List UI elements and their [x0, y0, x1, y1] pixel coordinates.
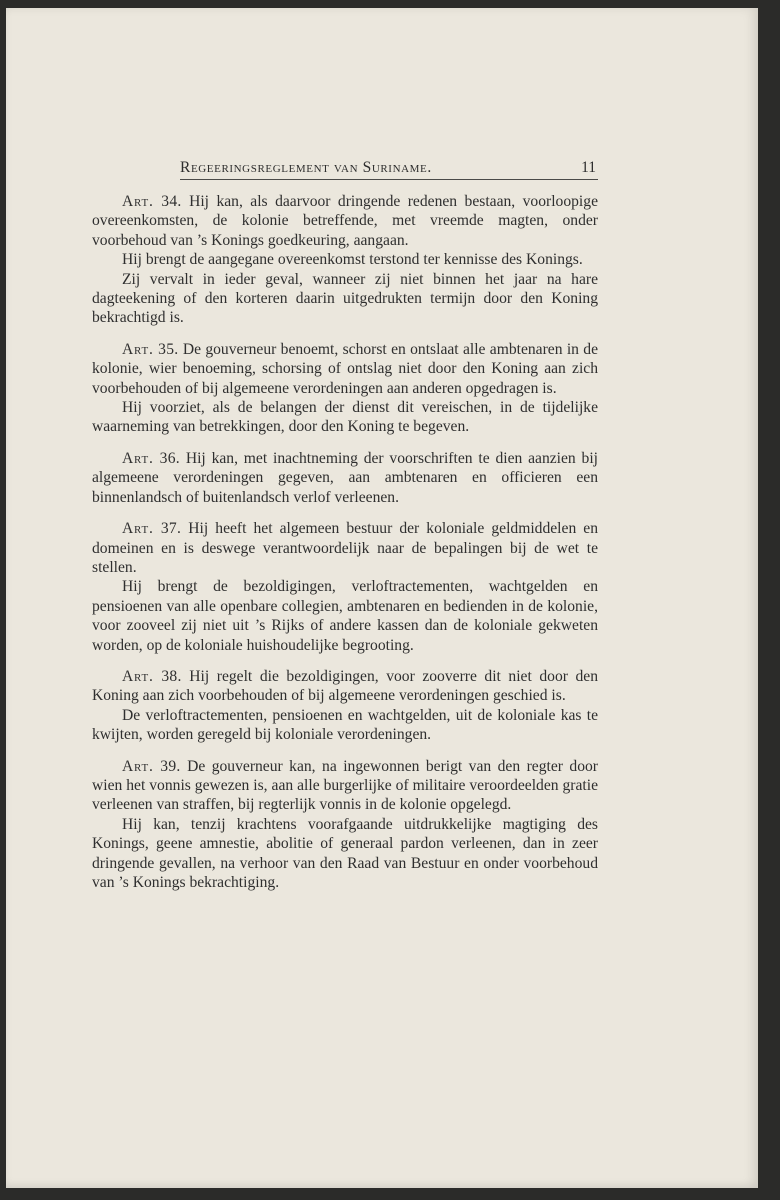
article-number: 38.: [161, 667, 182, 685]
article-37-paragraph-2: Hij brengt de bezoldigingen, verloftractementen, wachtgelden en pensioenen van alle openbare collegien, ambtenaren en bedienden in de kolonie, voor zooveel zij niet uit ’s Rijks of andere kassen dan de koloniale gekweten worden, op de koloniale huishoudelijke begrooting.: [92, 578, 598, 654]
article-34-paragraph-2: Hij brengt de aangegane overeenkomst terstond ter kennisse des Konings.: [122, 251, 583, 269]
article-text: De gouverneur kan, na ingewonnen berigt van den regter door wien het vonnis gewezen is, aan alle burgerlijke of militaire veroordeelden gratie verleenen van straffen, bij regterlijk vonnis in de kolonie opgelegd.: [92, 757, 598, 814]
article-text: Hij kan, met inachtneming der voorschriften te dien aanzien bij algemeene verordeningen gegeven, aan ambtenaren en officieren een binnenlandsch of buitenlandsch verlof verleenen.: [92, 449, 598, 506]
article-text: Hij kan, als daarvoor dringende redenen bestaan, voorloopige overeenkomsten, de kolonie betreffende, met vreemde magten, onder voorbehoud van ’s Konings goedkeuring, aangaan.: [92, 193, 598, 249]
article-number: 35.: [158, 340, 179, 358]
article-36-paragraph-1: [92, 449, 598, 507]
article-text: Hij regelt die bezoldigingen, voor zooverre dit niet door den Koning aan zich voorbehouden of bij algemeene verordeningen geschied is.: [92, 667, 599, 705]
article-39-paragraph-1: [92, 757, 598, 815]
article-label: Art.: [122, 340, 154, 358]
article-38-paragraph-2: De verloftractementen, pensioenen en wachtgelden, uit de koloniale kas te kwijten, worden geregeld bij koloniale verordeningen.: [92, 706, 598, 744]
running-header: [180, 157, 598, 180]
running-title: Regeeringsreglement van Suriname.: [180, 159, 432, 176]
article-label: Art.: [122, 520, 154, 538]
article-text: De gouverneur benoemt, schorst en ontslaat alle ambtenaren in de kolonie, wier benoeming, schorsing of ontslag niet door den Koning aan zich voorbehouden of bij algemeene verordeningen aan anderen opgedragen is.: [92, 340, 598, 397]
article-35-paragraph-2: Hij voorziet, als de belangen der dienst dit vereischen, in de tijdelijke waarneming van betrekkingen, door den Koning te begeven.: [92, 399, 598, 436]
article-number: 34.: [161, 193, 182, 210]
page-body: [92, 192, 598, 892]
article-number: 39.: [160, 757, 181, 775]
article-label: Art.: [122, 193, 154, 210]
article-37-paragraph-1: [92, 519, 598, 577]
page-number: 11: [581, 159, 596, 176]
article-38-paragraph-1: [92, 667, 598, 706]
article-34-paragraph-3: Zij vervalt in ieder geval, wanneer zij niet binnen het jaar na hare dagteekening of den korteren daarin uitgedrukten termijn door den Koning bekrachtigd is.: [92, 270, 598, 327]
book-page: [6, 8, 758, 1188]
article-text: Hij heeft het algemeen bestuur der koloniale geldmiddelen en domeinen en is deswege verantwoordelijk naar de bepalingen bij de wet te stellen.: [92, 520, 599, 576]
article-number: 36.: [159, 449, 180, 467]
article-label: Art.: [122, 757, 154, 775]
article-34-paragraph-1: [92, 192, 598, 250]
article-39-paragraph-2: Hij kan, tenzij krachtens voorafgaande uitdrukkelijke magtiging des Konings, geene amnestie, abolitie of generaal pardon verleenen, dan in zeer dringende gevallen, na verhoor van den Raad van Bestuur en onder voorbehoud van ’s Konings bekrachtiging.: [92, 815, 598, 891]
article-label: Art.: [122, 667, 154, 685]
article-35-paragraph-1: [92, 340, 598, 398]
article-label: Art.: [122, 449, 154, 467]
article-number: 37.: [160, 520, 182, 538]
